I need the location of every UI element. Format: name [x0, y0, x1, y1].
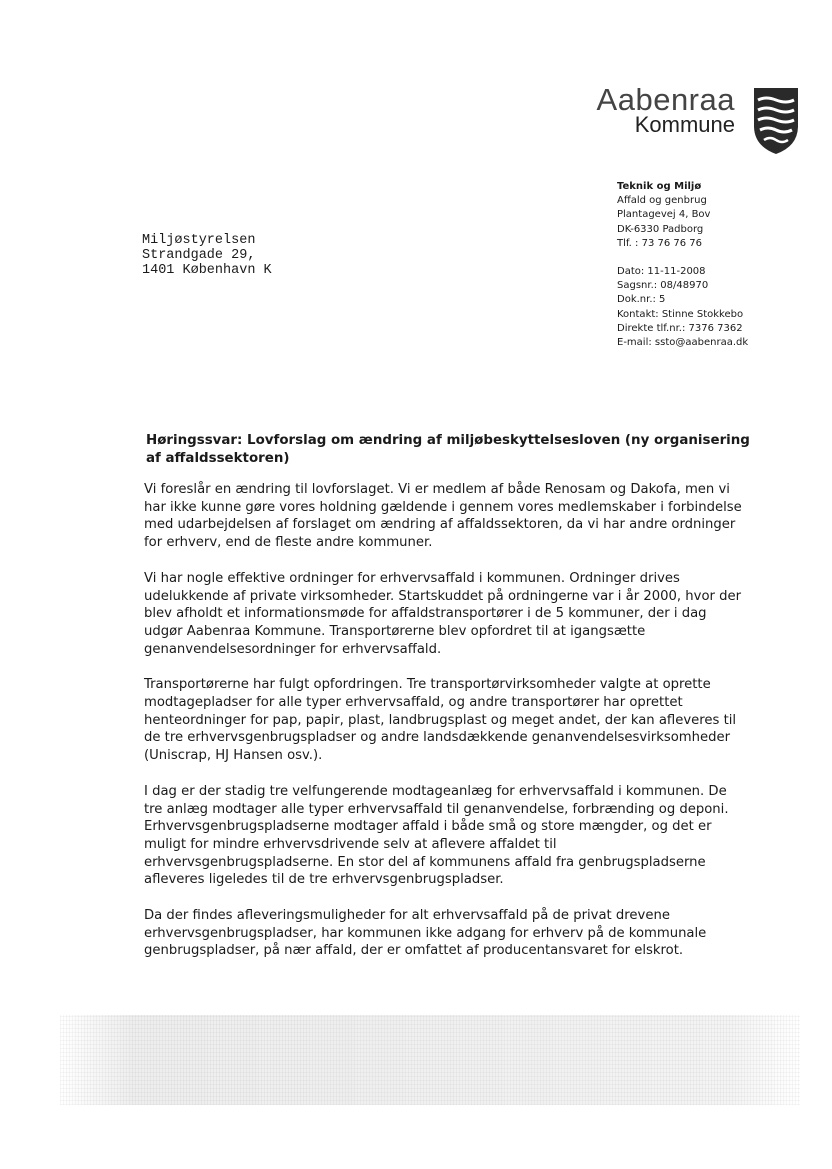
body-paragraph: Vi har nogle effektive ordninger for erhvervsaffald i kommunen. Ordninger drives udelukkende af private virksomheder. Startskuddet på ordningerne var i år 2000, hvor der blev afholdt et informationsmøde for affaldstransportører i de 5 kommuner, der i dag udgør Aabenraa Kommune. Transportørerne blev opfordret til at igangsætte genanvendelsesordninger for erhvervsaffald. [144, 570, 742, 657]
letter-body [144, 481, 744, 978]
body-paragraph: Transportørerne har fulgt opfordringen. Tre transportørvirksomheder valgte at oprette modtagepladser for alle typer erhvervsaffald, og andre transportører har oprettet henteordninger for pap, papir, plast, landbrugsplast og meget andet, der kan afleveres til de tre erhvervsgenbrugspladser og andre landsdækkende genanvendelsesvirksomheder (Uniscrap, HJ Hansen osv.). [144, 677, 737, 764]
meta-doc-number: Dok.nr.: 5 [617, 294, 666, 306]
letter-meta [617, 265, 748, 350]
recipient-address [142, 233, 272, 278]
sender-department: Teknik og Miljø [617, 181, 702, 192]
body-paragraph: I dag er der stadig tre velfungerende modtageanlæg for erhvervsaffald i kommunen. De tre anlæg modtager alle typer erhvervsaffald til genanvendelse, forbrænding og deponi. Erhvervsgenbrugspladserne modtager affald i både små og store mængder, og det er muligt for mindre erhvervsdrivende selv at aflevere affaldet til erhvervsgenbrugspladserne. En stor del af kommunens affald fra genbrugspladserne afleveres ligeledes til de tre erhvervsgenbrugspladser. [144, 783, 729, 888]
recipient-line: Strandgade 29, [142, 248, 256, 263]
meta-phone: Direkte tlf.nr.: 7376 7362 [617, 322, 743, 334]
sender-line: DK-6330 Padborg [617, 223, 704, 235]
body-paragraph: Vi foreslår en ændring til lovforslaget. Vi er medlem af både Renosam og Dakofa, men vi har ikke kunne gøre vores holdning gældende i gennem vores medlemskaber i forbindelse med udarbejdelsen af forslaget om ændring af affaldssektoren, da vi har andre ordninger for erhverv, end de fleste andre kommuner. [144, 482, 742, 551]
aabenraa-logo [560, 82, 800, 162]
sender-line: Plantagevej 4, Bov [617, 209, 711, 221]
meta-email: E-mail: ssto@aabenraa.dk [617, 337, 749, 349]
body-paragraph: Da der findes afleveringsmuligheder for alt erhvervsaffald på de privat drevene erhvervsgenbrugspladser, har kommunen ikke adgang for erhverv på de kommunale genbrugspladser, på nær affald, der er omfattet af producentansvaret for elskrot. [144, 908, 707, 959]
meta-contact: Kontakt: Stinne Stokkebo [617, 308, 744, 320]
scan-noise [60, 1015, 800, 1105]
coat-of-arms-icon [752, 86, 800, 156]
sender-line: Tlf. : 73 76 76 76 [617, 237, 703, 249]
meta-date: Dato: 11-11-2008 [617, 266, 706, 277]
sender-block [617, 180, 710, 251]
letter-subject: Høringssvar: Lovforslag om ændring af miljøbeskyttelsesloven (ny organisering af affaldssektoren) [146, 433, 750, 466]
meta-case-number: Sagsnr.: 08/48970 [617, 280, 709, 292]
sender-line: Affald og genbrug [617, 195, 707, 207]
recipient-line: Miljøstyrelsen [142, 233, 256, 248]
logo-sub: Kommune [634, 112, 735, 137]
recipient-line: 1401 København K [142, 263, 272, 278]
logo-name: Aabenraa [596, 82, 735, 117]
